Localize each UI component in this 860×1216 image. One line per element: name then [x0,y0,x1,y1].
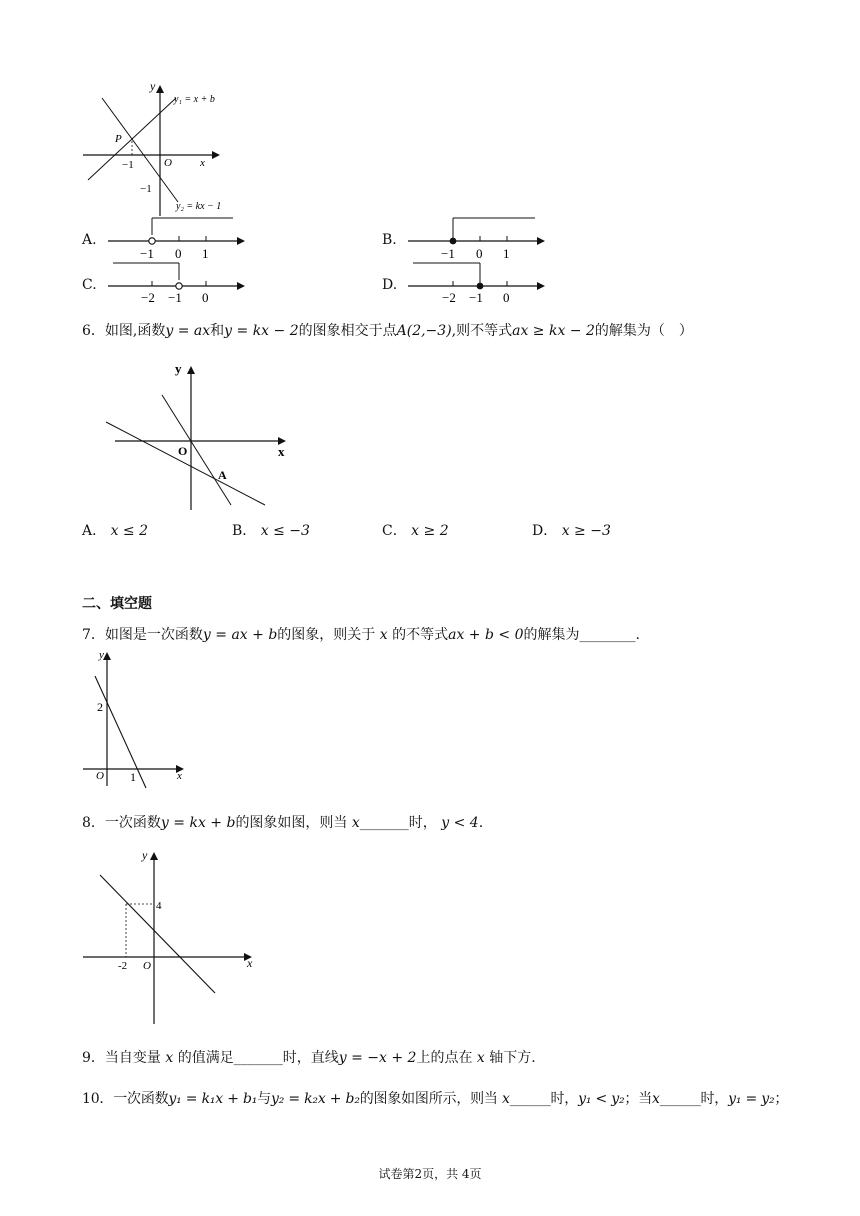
label-y2: y₂ = kx − 1 [176,201,222,212]
q7-stem-part: 7．如图是一次函数 [82,627,203,643]
q9-stem-part: 上的点在 [416,1050,473,1066]
q8-stem-part: 的图象如图，则当 [235,815,348,831]
label-O: O [164,157,172,169]
label-x: x [200,157,205,169]
label-x: x [177,770,182,782]
q8-var: x [351,815,360,831]
q6-graph [100,355,300,520]
q9-stem-part: 轴下方. [489,1050,536,1066]
q6-expr: ax ≥ kx − 2 [512,323,595,339]
q9-var: x [165,1050,174,1066]
q9-var: x [476,1050,485,1066]
label-P: P [115,133,122,145]
tick-label: −1 [469,290,483,305]
q8-expr: y = kx + b [160,815,236,831]
q9-stem-part: 的值满足_______时，直线 [177,1050,339,1066]
q9-stem-part: 9．当自变量 [82,1050,161,1066]
filled-circle [450,238,457,245]
q6-option-a[interactable] [82,520,148,540]
q10-var: x [502,1091,510,1107]
q10-stem-part: 与 [257,1091,271,1107]
label-4: 4 [156,900,162,912]
q10-stem [82,1088,788,1108]
q5-option-b-numberline [405,215,550,260]
q7-expr: y = ax + b [202,627,278,643]
tick-label: −1 [140,246,154,261]
label-2: 2 [97,700,103,714]
tick-label: −1 [441,246,455,261]
q8-stem-part: _______时， [359,815,437,831]
q8-stem-part: . [478,815,484,831]
tick-label: 0 [476,246,483,261]
y-axis-arrow [103,652,111,660]
q7-stem-part: 的不等式 [392,627,449,643]
q7-stem-part: 的图象，则关于 [277,627,376,643]
line-y-ax [162,395,231,505]
q8-graph [80,840,265,1030]
q6-option-expr: x ≥ −3 [561,523,611,539]
q6-option-letter: A． [82,523,107,539]
tick-label: 0 [175,246,182,261]
open-circle [176,283,182,289]
q8-expr: y < 4 [441,815,479,831]
filled-circle [477,283,484,290]
tick-label: 0 [202,290,209,305]
label-1: 1 [130,770,136,784]
q7-graph [80,648,195,788]
q6-option-b[interactable] [232,520,310,540]
tick-label: 0 [503,290,510,305]
q6-option-letter: D． [532,523,558,539]
q5-option-c-letter[interactable]: C. [82,277,97,293]
label-y: y [99,649,104,661]
q10-expr: y₁ < y₂ [578,1091,625,1107]
q10-stem-part: 10．一次函数 [82,1091,169,1107]
q5-option-a-letter[interactable]: A. [82,232,97,248]
q10-var: x [652,1091,660,1107]
tick-label: −2 [141,290,155,305]
label-neg1-x: −1 [122,159,134,171]
q6-option-expr: x ≥ 2 [411,523,449,539]
q7-stem [82,624,640,644]
section-heading: 二、填空题 [82,596,152,612]
q10-stem-part: ______时， [659,1091,729,1107]
q6-stem-part: 6．如图,函数 [82,323,166,339]
label-A: A [218,468,227,482]
label-y: y [150,79,156,93]
tick-label: −1 [168,290,182,305]
q5-option-a-numberline [105,215,250,260]
label-x: x [247,956,253,970]
line-y-kx-b [100,875,215,993]
q5-option-b-letter[interactable]: B. [382,232,397,248]
q8-stem-part: 8．一次函数 [82,815,161,831]
q6-stem [82,320,693,340]
q10-stem-part: ______时， [509,1091,579,1107]
q10-stem-part: ； [774,1091,789,1107]
q6-option-c[interactable] [382,520,449,540]
q10-stem-part: ；当 [624,1091,652,1107]
q6-option-expr: x ≤ −3 [260,523,310,539]
tick-label: 1 [202,246,209,261]
q10-expr: y₁ = k₁x + b₁ [168,1091,258,1107]
q6-stem-part: 和 [210,323,225,339]
y-axis-arrow [187,366,195,374]
q6-expr: y = kx − 2 [224,323,299,339]
q7-stem-part: 的解集为________. [523,627,640,643]
q7-expr: ax + b < 0 [448,627,524,643]
q6-stem-part: 的图象相交于点 [298,323,397,339]
y-axis-arrow [156,85,164,93]
q6-stem-part: 的解集为（ ） [594,323,693,339]
tick-label: 1 [503,246,510,261]
q10-expr: y₂ = k₂x + b₂ [270,1091,360,1107]
q5-option-c-numberline [105,258,250,303]
q7-var: x [379,627,388,643]
q9-stem [82,1047,536,1067]
label-y: y [142,848,148,862]
q10-expr: y₁ = y₂ [728,1091,775,1107]
x-axis-arrow [212,151,220,159]
line-y-kx-2 [106,422,265,505]
label-y1: y₁ = x + b [174,94,215,105]
q6-expr: y = ax [165,323,211,339]
q5-option-d-numberline [405,258,550,303]
label-neg1-y: −1 [140,183,152,195]
q5-graph [80,80,240,220]
label-x: x [278,444,285,459]
page-footer: 试卷第2页，共 4页 [378,1167,482,1181]
q6-option-letter: B． [232,523,257,539]
q9-expr: y = −x + 2 [338,1050,417,1066]
y-axis-arrow [150,852,158,860]
q6-option-d[interactable] [532,520,611,540]
open-circle [149,238,155,244]
q5-option-d-letter[interactable]: D. [382,277,398,293]
q10-stem-part: 的图象如图所示，则当 [359,1091,498,1107]
label-neg2: -2 [118,960,128,972]
q6-option-letter: C． [382,523,407,539]
label-O: O [96,770,104,782]
label-O: O [178,444,188,458]
label-O: O [143,960,151,972]
tick-label: −2 [442,290,456,305]
q6-stem-part: ,则不等式 [451,323,513,339]
q6-expr: A(2,−3) [396,323,452,339]
q8-stem [82,812,483,832]
q6-option-expr: x ≤ 2 [110,523,149,539]
label-y: y [175,361,182,376]
